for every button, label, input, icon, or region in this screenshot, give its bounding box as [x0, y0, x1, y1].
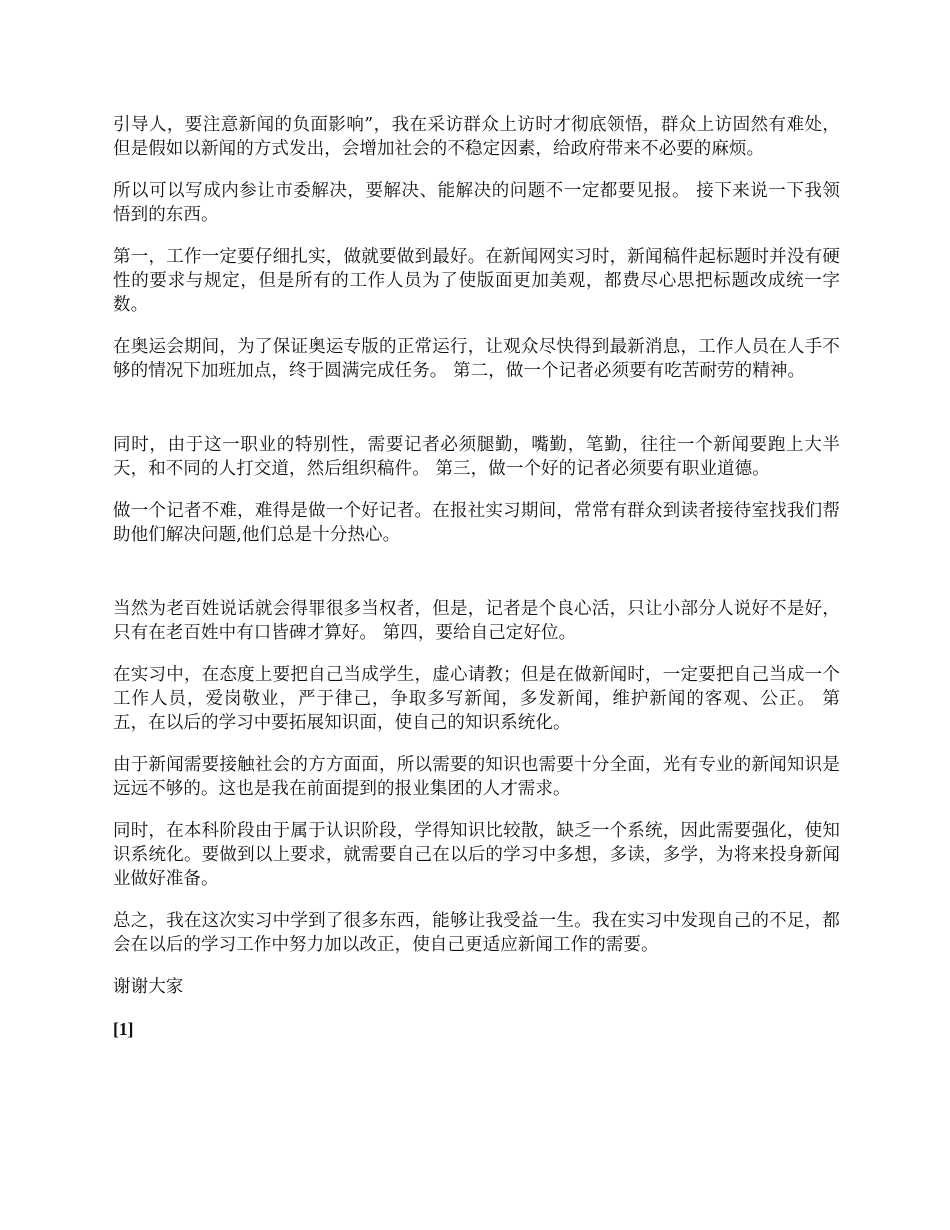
paragraph: 引导人，要注意新闻的负面影响”，我在采访群众上访时才彻底领悟，群众上访固然有难处，但是假如以新闻的方式发出，会增加社会的不稳定因素，给政府带来不必要的麻烦。: [113, 115, 840, 159]
reference-marker: [1]: [113, 1019, 134, 1039]
blank-gap: [113, 401, 840, 433]
paragraph: 在实习中，在态度上要把自己当成学生，虚心请教；但是在做新闻时，一定要把自己当成一个工作人员，爱岗敬业，严于律己，争取多写新闻，多发新闻，维护新闻的客观、公正。 第五，在以后的学习中要拓展知识面，使自己的知识系统化。: [113, 665, 840, 733]
blank-gap: [113, 565, 840, 597]
paragraph: 在奥运会期间，为了保证奥运专版的正常运行，让观众尽快得到最新消息，工作人员在人手不够的情况下加班加点，终于圆满完成任务。 第二，做一个记者必须要有吃苦耐劳的精神。: [113, 337, 840, 381]
paragraph: 第一，工作一定要仔细扎实，做就要做到最好。在新闻网实习时，新闻稿件起标题时并没有硬性的要求与规定，但是所有的工作人员为了使版面更加美观，都费尽心思把标题改成统一字数。: [113, 247, 840, 315]
paragraph: 总之，我在这次实习中学到了很多东西，能够让我受益一生。我在实习中发现自己的不足，都会在以后的学习工作中努力加以改正，使自己更适应新闻工作的需要。: [113, 911, 840, 955]
paragraph: 同时，由于这一职业的特别性，需要记者必须腿勤，嘴勤，笔勤，往往一个新闻要跑上大半天，和不同的人打交道，然后组织稿件。 第三，做一个好的记者必须要有职业道德。: [113, 435, 840, 479]
paragraph: 同时，在本科阶段由于属于认识阶段，学得知识比较散，缺乏一个系统，因此需要强化，使知识系统化。要做到以上要求，就需要自己在以后的学习中多想，多读，多学，为将来投身新闻业做好准备。: [113, 821, 840, 889]
closing-line: 谢谢大家: [113, 977, 184, 997]
paragraph: 所以可以写成内参让市委解决，要解决、能解决的问题不一定都要见报。 接下来说一下我领悟到的东西。: [113, 181, 840, 225]
paragraph: 当然为老百姓说话就会得罪很多当权者，但是，记者是个良心活，只让小部分人说好不是好，只有在老百姓中有口皆碑才算好。 第四，要给自己定好位。: [113, 599, 840, 643]
paragraph: 由于新闻需要接触社会的方方面面，所以需要的知识也需要十分全面，光有专业的新闻知识是远远不够的。这也是我在前面提到的报业集团的人才需求。: [113, 755, 840, 799]
paragraph: 做一个记者不难，难得是做一个好记者。在报社实习期间，常常有群众到读者接待室找我们帮助他们解决问题,他们总是十分热心。: [113, 501, 840, 545]
document-body: [113, 113, 840, 1041]
